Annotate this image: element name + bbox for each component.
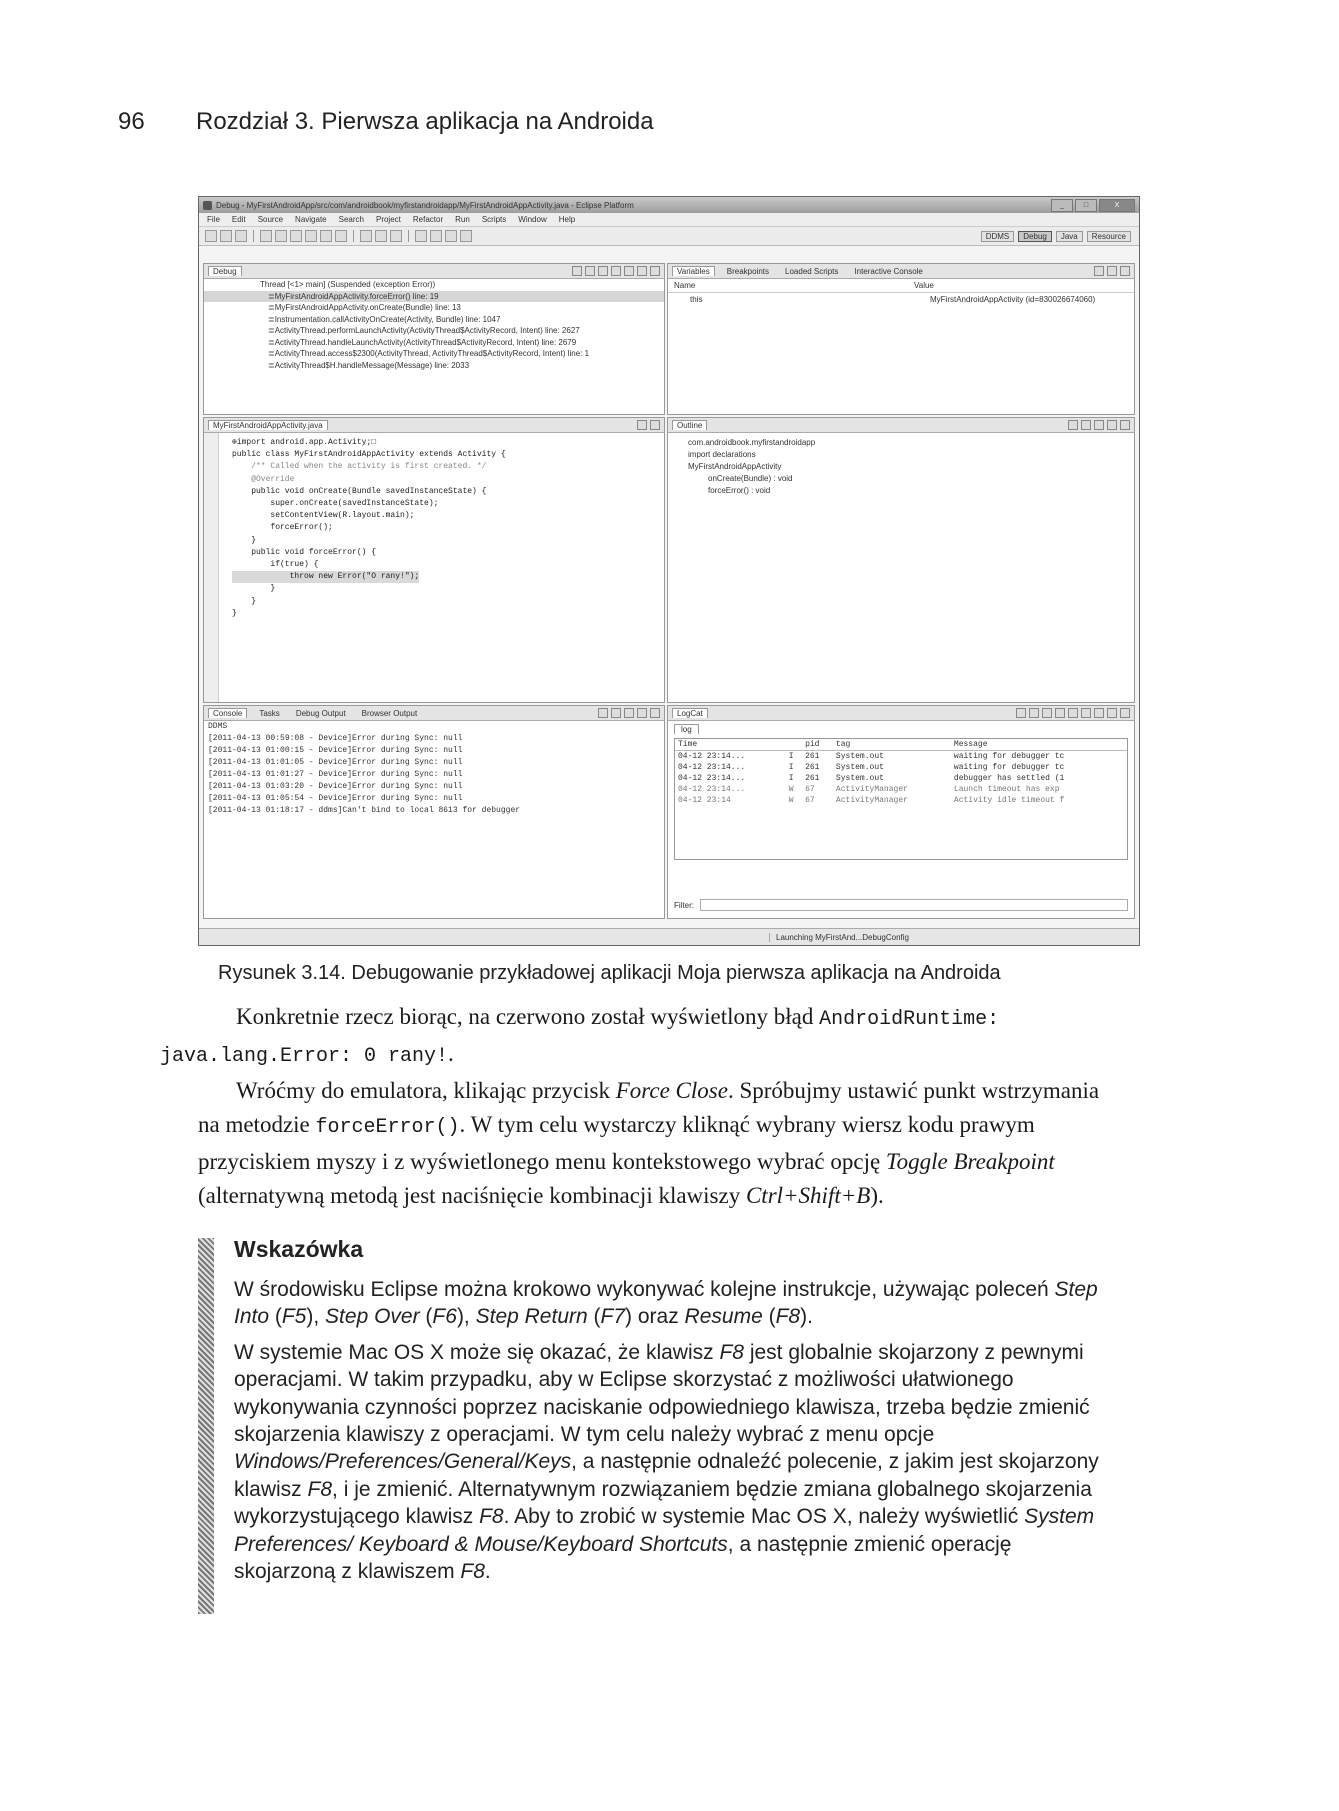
resume-icon[interactable]	[572, 266, 582, 276]
logcat-table	[675, 739, 1127, 806]
variables-value-column: Value	[914, 281, 934, 290]
step-over-icon[interactable]	[320, 230, 332, 242]
emphasis: F8	[460, 1560, 485, 1584]
hint-side-bar	[198, 1238, 214, 1614]
variables-view-tabs	[668, 264, 1134, 279]
stack-frame[interactable]: ≣ ActivityThread.handleLaunchActivity(ActivityThread$ActivityRecord, Intent) line: 2679	[204, 337, 664, 349]
variable-row[interactable]	[668, 293, 1134, 306]
menu-file[interactable]: File	[207, 215, 220, 224]
stack-frame[interactable]: ≣ Instrumentation.callActivityOnCreate(Activity, Bundle) line: 1047	[204, 314, 664, 326]
cell-level: I	[788, 763, 794, 772]
terminate-icon[interactable]	[290, 230, 302, 242]
outline-item-method[interactable]: onCreate(Bundle) : void	[708, 474, 793, 483]
code-line: super.onCreate(savedInstanceState);	[232, 499, 439, 509]
debug-filter-icon[interactable]	[1029, 708, 1039, 718]
emphasis: Windows/Preferences/General/Keys	[234, 1450, 572, 1474]
tab-debug[interactable]: Debug	[208, 266, 242, 276]
suspend-icon[interactable]	[585, 266, 595, 276]
text-run: (	[587, 1305, 601, 1329]
code-line: forceError();	[232, 523, 333, 533]
menu-window[interactable]: Window	[518, 215, 547, 224]
emphasis: F8	[307, 1477, 333, 1501]
inline-code: forceError()	[315, 1116, 460, 1139]
cell-level: W	[788, 785, 794, 794]
text-run: .	[484, 1560, 491, 1584]
table-row[interactable]	[675, 773, 1127, 784]
cell-message: debugger has settled (1	[953, 774, 1065, 783]
paragraph	[198, 1074, 1118, 1213]
cell-level: W	[788, 796, 794, 805]
code-area[interactable]	[204, 433, 664, 620]
code-line: if(true) {	[232, 560, 319, 570]
print-icon[interactable]	[235, 230, 247, 242]
text-run: (alternatywną metodą jest naciśnięcie kombinacji klawiszy	[198, 1183, 746, 1208]
perspective-java[interactable]: Java	[1056, 231, 1083, 242]
minimize-view-icon[interactable]	[637, 266, 647, 276]
launch-progress[interactable]: Launching MyFirstAnd...DebugConfig	[769, 933, 909, 942]
console-line: [2011-04-13 01:01:05 - Device]Error during Sync: null	[208, 758, 463, 767]
perspective-debug[interactable]: Debug	[1018, 231, 1052, 242]
variable-name: this	[690, 295, 703, 304]
view-menu-icon[interactable]	[1094, 266, 1104, 276]
outline-item-class[interactable]: MyFirstAndroidAppActivity	[688, 462, 782, 471]
close-button[interactable]: X	[1099, 199, 1135, 212]
table-row[interactable]	[675, 784, 1127, 795]
emphasis: Toggle Breakpoint	[885, 1149, 1055, 1174]
table-row[interactable]	[675, 795, 1127, 806]
outline-tabs	[668, 418, 1134, 433]
menu-project[interactable]: Project	[375, 215, 401, 224]
hide-static-icon[interactable]	[1094, 420, 1104, 430]
clear-log-icon[interactable]	[1094, 708, 1104, 718]
eclipse-icon	[203, 201, 212, 210]
text-run: W środowisku Eclipse można krokowo wykonywać kolejne instrukcje, używając poleceń	[234, 1278, 1055, 1301]
code-line: @Override	[232, 474, 295, 484]
text-run: , a następnie zmienić operację skojarzoną z klawiszem	[234, 1532, 1012, 1584]
col-message: Message	[951, 739, 1127, 751]
outline-view	[667, 417, 1135, 703]
menu-run[interactable]: Run	[455, 215, 470, 224]
code-line: }	[232, 596, 257, 606]
window-title: Debug - MyFirstAndroidApp/src/com/androidbook/myfirstandroidapp/MyFirstAndroidAppActivity.java - Eclipse Platform	[216, 200, 634, 210]
text-run: (	[269, 1305, 282, 1329]
cell-time: 04-12 23:14...	[678, 785, 746, 794]
minimize-view-icon[interactable]	[637, 420, 647, 430]
editor-tabs	[204, 418, 664, 433]
emphasis: System Preferences/ Keyboard & Mouse/Keyboard Shortcuts	[234, 1505, 1095, 1556]
new-icon[interactable]	[205, 230, 217, 242]
console-line: [2011-04-13 01:03:20 - Device]Error during Sync: null	[208, 782, 463, 791]
clear-console-icon[interactable]	[598, 708, 608, 718]
col-time: Time	[675, 739, 786, 751]
pin-console-icon[interactable]	[624, 708, 634, 718]
menu-refactor[interactable]: Refactor	[412, 215, 444, 224]
save-icon[interactable]	[220, 230, 232, 242]
current-code-line: throw new Error("O rany!");	[232, 571, 419, 583]
text-run: jest globalnie skojarzony z pewnymi operacjami. W takim przypadku, aby w Eclipse skorzystać z możliwości ułatwionego wykonywania czynności poprzez naciskanie odpowiedniego klawisza, trzeba będzie zmienić skojarzenia klawiszy z operacjami. W tym celu należy wybrać z menu opcje	[234, 1340, 1090, 1447]
running-title: Rozdział 3. Pierwsza aplikacja na Androida	[196, 108, 654, 135]
perspective-ddms[interactable]: DDMS	[981, 231, 1015, 242]
toolbar-separator	[253, 230, 254, 242]
emphasis: F8	[775, 1305, 801, 1329]
cell-level: I	[788, 774, 794, 783]
cell-tag: System.out	[835, 752, 884, 761]
menu-source[interactable]: Source	[257, 215, 284, 224]
tab-logcat[interactable]: LogCat	[672, 708, 708, 718]
tab-editor-file[interactable]: MyFirstAndroidAppActivity.java	[208, 420, 328, 430]
maximize-view-icon[interactable]	[650, 708, 660, 718]
menu-scripts[interactable]: Scripts	[481, 215, 507, 224]
perspective-resource[interactable]: Resource	[1087, 231, 1131, 242]
col-tag: tag	[833, 739, 951, 751]
maximize-view-icon[interactable]	[650, 420, 660, 430]
search-icon[interactable]	[430, 230, 442, 242]
console-tabs	[204, 706, 664, 721]
inline-code: AndroidRuntime:	[819, 1008, 1000, 1031]
cell-message: waiting for debugger tc	[953, 752, 1065, 761]
text-run: .	[448, 1041, 454, 1066]
stack-frame[interactable]: ≣ MyFirstAndroidAppActivity.forceError() line: 19	[204, 291, 664, 303]
outline-item-imports[interactable]: import declarations	[688, 450, 756, 459]
col-pid: pid	[802, 739, 833, 751]
tab-outline[interactable]: Outline	[672, 420, 707, 430]
logcat-tabs	[668, 706, 1134, 721]
cell-message: Activity idle timeout f	[953, 796, 1065, 805]
outline-item-package[interactable]: com.androidbook.myfirstandroidapp	[688, 438, 816, 447]
text-run: . W tym celu wystarczy kliknąć wybrany wiersz kodu prawym przyciskiem myszy i z wyświetlonego menu kontekstowego wybrać opcję	[198, 1112, 1035, 1174]
emphasis: Step Return	[475, 1305, 588, 1329]
maximize-view-icon[interactable]	[1120, 420, 1130, 430]
tab-browser-output[interactable]: Browser Output	[361, 708, 418, 718]
console-line: [2011-04-13 01:05:54 - Device]Error during Sync: null	[208, 794, 463, 803]
outline-item-method[interactable]: forceError() : void	[708, 486, 771, 495]
cell-tag: ActivityManager	[835, 785, 908, 794]
code-line: /** Called when the activity is first created. */	[232, 462, 487, 472]
inline-code: java.lang.Error: 0 rany!	[160, 1045, 449, 1068]
code-line: ⊕import android.app.Activity;□	[232, 438, 377, 447]
code-line: public class MyFirstAndroidAppActivity extends Activity {	[232, 450, 506, 460]
emphasis: Ctrl+Shift+B	[745, 1183, 871, 1208]
cell-tag: System.out	[835, 774, 884, 783]
emphasis: F7	[600, 1305, 626, 1329]
tab-loaded-scripts[interactable]: Loaded Scripts	[785, 266, 839, 276]
tab-console[interactable]: Console	[208, 708, 247, 718]
tab-tasks[interactable]: Tasks	[259, 708, 280, 718]
menu-navigate[interactable]: Navigate	[295, 215, 327, 224]
error-filter-icon[interactable]	[1068, 708, 1078, 718]
cell-time: 04-12 23:14...	[678, 763, 746, 772]
minimize-view-icon[interactable]	[1107, 420, 1117, 430]
editor-gutter[interactable]	[204, 433, 219, 702]
step-into-icon[interactable]	[611, 266, 621, 276]
cell-pid: 67	[805, 796, 815, 805]
eclipse-screenshot	[198, 196, 1140, 946]
console-line: [2011-04-13 01:00:15 - Device]Error during Sync: null	[208, 746, 463, 755]
tab-interactive-console[interactable]: Interactive Console	[854, 266, 923, 276]
text-run: , a następnie odnaleźć polecenie, z jakim jest skojarzony klawisz	[234, 1450, 1099, 1501]
console-line: [2011-04-13 01:18:17 - ddms]Can't bind to local 8613 for debugger	[208, 806, 521, 815]
col-level	[786, 739, 802, 751]
paragraph	[160, 1000, 1118, 1074]
debug-icon[interactable]	[360, 230, 372, 242]
menu-help[interactable]: Help	[558, 215, 576, 224]
logcat-view	[667, 705, 1135, 919]
suspend-icon[interactable]	[275, 230, 287, 242]
cell-message: Launch timeout has exp	[953, 785, 1060, 794]
hint-paragraph	[234, 1339, 1114, 1586]
step-over-icon[interactable]	[624, 266, 634, 276]
text-run: (	[762, 1305, 776, 1329]
variables-name-column: Name	[674, 281, 696, 290]
body-text	[160, 1000, 1118, 1213]
console-line: [2011-04-13 00:59:08 - Device]Error during Sync: null	[208, 734, 463, 743]
text-run: . Aby to zrobić w systemie Mac OS X, należy wyświetlić	[503, 1505, 1025, 1529]
code-line: public void onCreate(Bundle savedInstanceState) {	[232, 486, 487, 496]
filter-label: Filter:	[674, 900, 694, 910]
cell-level: I	[788, 752, 794, 761]
add-filter-icon[interactable]	[1081, 708, 1091, 718]
figure-caption: Rysunek 3.14. Debugowanie przykładowej aplikacji Moja pierwsza aplikacja na Androida	[218, 962, 1001, 984]
scroll-lock-icon[interactable]	[611, 708, 621, 718]
emphasis: Step Over	[325, 1305, 420, 1329]
java-editor	[203, 417, 665, 703]
logcat-filter-row	[674, 898, 1128, 912]
page-number: 96	[118, 108, 145, 135]
console-line: [2011-04-13 01:01:27 - Device]Error during Sync: null	[208, 770, 463, 779]
warn-filter-icon[interactable]	[1055, 708, 1065, 718]
emphasis: Resume	[684, 1305, 763, 1329]
cell-pid: 67	[805, 785, 815, 794]
table-row[interactable]	[675, 751, 1127, 763]
variable-value: MyFirstAndroidAppActivity (id=830026674060)	[930, 295, 1096, 304]
stack-frame[interactable]: ≣ ActivityThread.performLaunchActivity(ActivityThread$ActivityRecord, Intent) line: 2627	[204, 325, 664, 337]
hide-fields-icon[interactable]	[1081, 420, 1091, 430]
maximize-view-icon[interactable]	[1120, 266, 1130, 276]
run-icon[interactable]	[375, 230, 387, 242]
hint-title: Wskazówka	[234, 1236, 364, 1262]
emphasis: F5	[281, 1305, 307, 1329]
cell-time: 04-12 23:14...	[678, 752, 746, 761]
text-run: (	[419, 1305, 433, 1329]
stack-frame[interactable]: ≣ ActivityThread$H.handleMessage(Message) line: 2033	[204, 360, 664, 372]
code-line: }	[232, 535, 257, 545]
menu-edit[interactable]: Edit	[231, 215, 246, 224]
stack-frame[interactable]: ≣ MyFirstAndroidAppActivity.onCreate(Bundle) line: 13	[204, 302, 664, 314]
text-run: ),	[306, 1305, 326, 1329]
external-tools-icon[interactable]	[390, 230, 402, 242]
toolbar-separator	[408, 230, 409, 242]
emphasis: Force Close	[615, 1078, 728, 1103]
debug-view-tabs	[204, 264, 664, 279]
cell-time: 04-12 23:14	[678, 796, 731, 805]
text-run: W systemie Mac OS X może się okazać, że klawisz	[234, 1340, 720, 1364]
page-header	[118, 108, 654, 136]
text-run: ).	[800, 1305, 813, 1329]
maximize-view-icon[interactable]	[1120, 708, 1130, 718]
open-type-icon[interactable]	[415, 230, 427, 242]
tab-debug-output[interactable]: Debug Output	[295, 708, 346, 718]
cell-pid: 261	[805, 752, 820, 761]
minimize-view-icon[interactable]	[1107, 266, 1117, 276]
table-row[interactable]	[675, 762, 1127, 773]
emphasis: F8	[719, 1340, 744, 1364]
status-bar	[199, 928, 1139, 945]
hint-body	[234, 1276, 1114, 1593]
text-run: ).	[870, 1183, 884, 1208]
cell-message: waiting for debugger tc	[953, 763, 1065, 772]
code-line: public void forceError() {	[232, 547, 377, 557]
text-run: Konkretnie rzecz biorąc, na czerwono został wyświetlony błąd	[236, 1004, 820, 1029]
tab-breakpoints[interactable]: Breakpoints	[726, 266, 770, 276]
variables-header	[668, 279, 1134, 293]
resume-icon[interactable]	[260, 230, 272, 242]
toolbar-separator	[353, 230, 354, 242]
step-return-icon[interactable]	[335, 230, 347, 242]
forward-icon[interactable]	[460, 230, 472, 242]
back-icon[interactable]	[445, 230, 457, 242]
code-line: setContentView(R.layout.main);	[232, 511, 415, 521]
logcat-table-container	[674, 738, 1128, 860]
hint-paragraph	[234, 1276, 1114, 1331]
main-toolbar	[199, 227, 1139, 246]
terminate-icon[interactable]	[598, 266, 608, 276]
emphasis: F6	[432, 1305, 457, 1329]
stack-frame[interactable]: ≣ ActivityThread.access$2300(ActivityThread, ActivityThread$ActivityRecord, Intent) line: 1	[204, 348, 664, 360]
cell-tag: System.out	[835, 763, 884, 772]
code-line: }	[232, 584, 276, 594]
console-view	[203, 705, 665, 919]
maximize-button[interactable]: □	[1075, 199, 1097, 212]
eclipse-titlebar	[199, 197, 1139, 213]
debug-view	[203, 263, 665, 415]
variables-view	[667, 263, 1135, 415]
minimize-button[interactable]: _	[1051, 199, 1073, 212]
emphasis: F8	[479, 1505, 504, 1529]
text-run: , i je zmienić. Alternatywnym rozwiązaniem będzie zmiana globalnego skojarzenia wykorzystującego klawisz	[234, 1477, 1092, 1529]
menu-bar	[199, 213, 1139, 227]
cell-pid: 261	[805, 763, 820, 772]
text-run: ) oraz	[625, 1305, 685, 1329]
code-line: }	[232, 608, 237, 618]
step-into-icon[interactable]	[305, 230, 317, 242]
cell-tag: ActivityManager	[835, 796, 908, 805]
perspective-switcher	[981, 231, 1131, 242]
minimize-view-icon[interactable]	[1107, 708, 1117, 718]
emphasis: Step Into	[234, 1278, 1098, 1329]
sort-icon[interactable]	[1068, 420, 1078, 430]
verbose-filter-icon[interactable]	[1016, 708, 1026, 718]
maximize-view-icon[interactable]	[650, 266, 660, 276]
info-filter-icon[interactable]	[1042, 708, 1052, 718]
cell-time: 04-12 23:14...	[678, 774, 746, 783]
console-source: DDMS	[208, 722, 228, 731]
text-run: . Spróbujmy ustawić punkt wstrzymania na metodzie	[198, 1078, 1100, 1137]
cell-pid: 261	[805, 774, 820, 783]
text-run: Wróćmy do emulatora, klikając przycisk	[236, 1078, 616, 1103]
text-run: ),	[456, 1305, 476, 1329]
menu-search[interactable]: Search	[338, 215, 364, 224]
tab-log[interactable]: log	[674, 724, 699, 734]
filter-input[interactable]	[700, 899, 1128, 911]
minimize-view-icon[interactable]	[637, 708, 647, 718]
thread-item[interactable]: Thread [<1> main] (Suspended (exception Error))	[260, 280, 436, 289]
tab-variables[interactable]: Variables	[672, 266, 715, 276]
